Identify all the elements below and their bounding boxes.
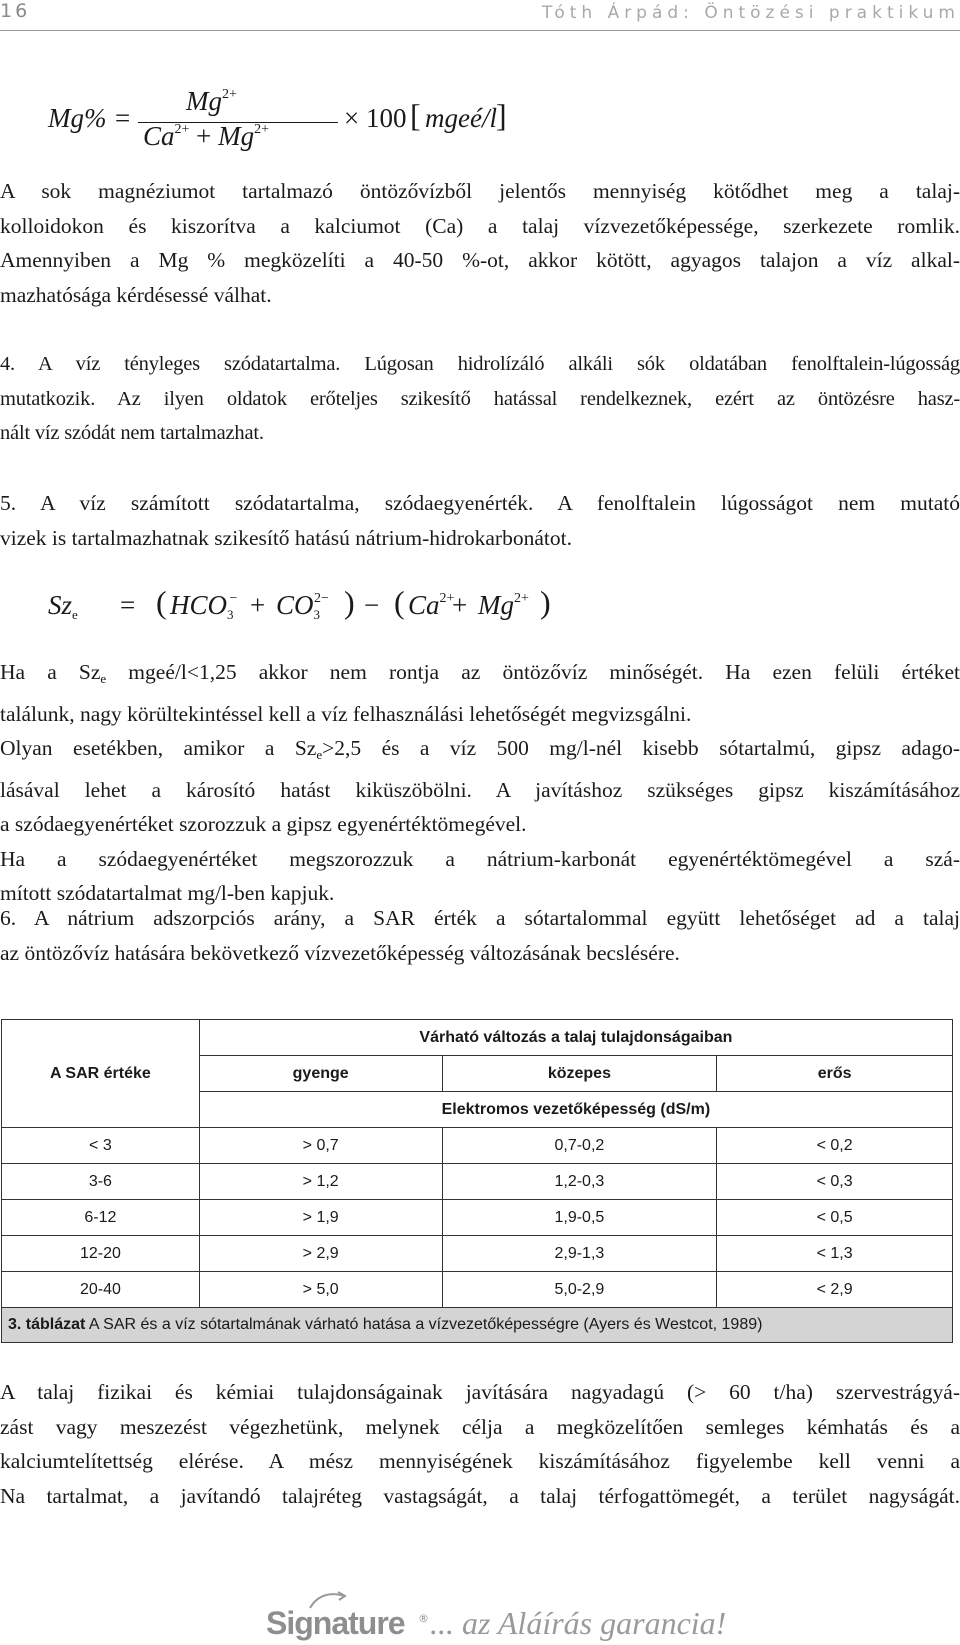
formula-mg-bracket-open: [ [410,97,421,133]
table-cell: > 2,9 [199,1236,442,1272]
header-expected-change: Várható változás a talaj tulajdonságaiban [199,1020,952,1056]
table-cell: > 5,0 [199,1272,442,1308]
table-row [2,1236,953,1272]
page-number: 16 [0,0,31,22]
footer-slogan: ... az Aláírás garancia! [430,1605,727,1641]
table-cell: < 2,9 [717,1272,953,1308]
formula-mg-denominator: $Ca^{2+} + Mg^{2+}$ [143,121,270,151]
table-row [2,1164,953,1200]
formula-mg-times: × [344,103,360,133]
table-row [2,1200,953,1236]
formula-mg-lhs: Mg% = [48,103,132,133]
formula-sz-lhs: $Sz_e$ [48,590,78,622]
footer-registered-mark: ® [418,1612,429,1625]
running-title: Tóth Árpád: Öntözési praktikum [541,3,960,23]
formula-mg-percent [48,80,507,160]
header-weak: gyenge [199,1056,442,1092]
table-cell: 0,7-0,2 [442,1128,717,1164]
header-moderate: közepes [442,1056,717,1092]
table-caption-label: 3. táblázat [8,1316,86,1333]
table-cell: 3-6 [2,1164,200,1200]
formula-sz-ca: $Ca^{2+}$ [408,590,455,620]
table-cell: < 1,3 [717,1236,953,1272]
table-row [2,1128,953,1164]
paragraph-calculated-soda: 5. A víz számított szódatartalma, szódaegyenérték. A fenolftalein lúgosságot nem mutató vizek is tartalmazhatnak szikesítő hatású nátrium-hidrokarbonátot. [0,491,960,550]
footer-brand: Signature [266,1605,405,1641]
header-sar-value: A SAR értéke [2,1020,200,1128]
header-conductivity: Elektromos vezetőképesség (dS/m) [199,1092,952,1128]
table-cell: < 0,2 [717,1128,953,1164]
table-cell: 1,2-0,3 [442,1164,717,1200]
formula-sz-mg: $Mg^{2+}$ [478,590,529,620]
table-cell: < 0,5 [717,1200,953,1236]
table-caption [2,1308,953,1343]
formula-sz-hco3: $HCO_3^-$ [170,590,238,622]
table-cell: 1,9-0,5 [442,1200,717,1236]
paragraph-magnesium: A sok magnéziumot tartalmazó öntözővízből jelentős mennyiség kötődhet meg a talaj- kolloidokon és kiszorítva a kalciumot (Ca) a talaj vízvezetőképessége, szerkezete romlik. Amennyiben a Mg % megközelíti a 40-50 %-ot, akkor kötött, agyagos talajon a víz alkal- mazhatósága kérdésessé válhat. [0,179,960,307]
formula-soda-equivalent: $Sz_e$ = ( $HCO_3^-$ + $CO_3^{2-}$ ) − ( $Ca^{2+}$ + $Mg^{2+}$ ) [48,584,551,622]
paragraph-sar: 6. A nátrium adszorpciós arány, a SAR érték a sótartalommal együtt lehetőséget ad a talaj az öntözővíz hatására bekövetkező vízvezetőképesség változásának becslésére. [0,906,960,965]
table-cell: > 0,7 [199,1128,442,1164]
paragraph-soda-content: 4. A víz tényleges szódatartalma. Lúgosan hidrolízáló alkáli sók oldatában fenolftalein-lúgosság mutatkozik. Az ilyen oldatok erőteljes szikesítő hatással rendelkeznek, ezért az öntözésre hasz- nált víz szódát nem tartalmazhat. [0,353,960,444]
paragraph-soda-evaluation: Ha a $Sz_e$ mgeé/l<1,25 akkor nem rontja az öntözővíz minőségét. Ha ezen felüli értéket találunk, nagy körültekintéssel kell a víz felhasználási lehetőségét megvizsgálni. Olyan esetékben, amikor a $Sz_e>2,5$ és a víz 500 mg/l-nél kisebb sótartalmú, gipsz adago- lásával lehet a károsító hatást kiküszöbölni. A javításhoz szükséges gipsz kiszámításához a szódaegyenértéket szorozzuk a gipsz egyenértéktömegével. Ha a szódaegyenértéket megszorozzuk a nátrium-karbonát egyenértéktömegével a szá- mított szódatartalmat mg/l-ben kapjuk. [0,660,960,905]
paragraph-soil-improvement: A talaj fizikai és kémiai tulajdonságainak javítására nagyadagú (> 60 t/ha) szervestrágyá- zást vagy meszezést végezhetünk, melynek célja a megközelítően semleges kémhatás és a kalciumtelítettség elérése. A mész mennyiségének kiszámításához figyelembe kell venni a Na tartalmat, a javítandó talajréteg vastagságát, a talaj térfogattömegét, a terület nagyságát. [0,1380,960,1508]
table-cell: 2,9-1,3 [442,1236,717,1272]
table-cell: 20-40 [2,1272,200,1308]
table-header-row [2,1020,953,1056]
page-header [0,0,960,31]
table-cell: 5,0-2,9 [442,1272,717,1308]
table-cell: < 0,3 [717,1164,953,1200]
sar-table [1,1019,953,1343]
table-cell: > 1,9 [199,1200,442,1236]
table-row [2,1272,953,1308]
header-strong: erős [717,1056,953,1092]
formula-sz-co3: $CO_3^{2-}$ [276,590,329,622]
formula-mg-factor: 100 [366,103,407,133]
table-cell: < 3 [2,1128,200,1164]
table-cell: 12-20 [2,1236,200,1272]
table-cell: 6-12 [2,1200,200,1236]
table-caption-text: A SAR és a víz sótartalmának várható hatása a vízvezetőképességre (Ayers és Westcot, 1989) [85,1316,763,1333]
formula-mg-numerator: $Mg^{2+}$ [186,86,237,116]
formula-mg-bracket-close: ] [496,97,507,133]
table-caption-row [2,1308,953,1343]
formula-mg-unit: mgeé/l [425,103,497,133]
table-cell: > 1,2 [199,1164,442,1200]
